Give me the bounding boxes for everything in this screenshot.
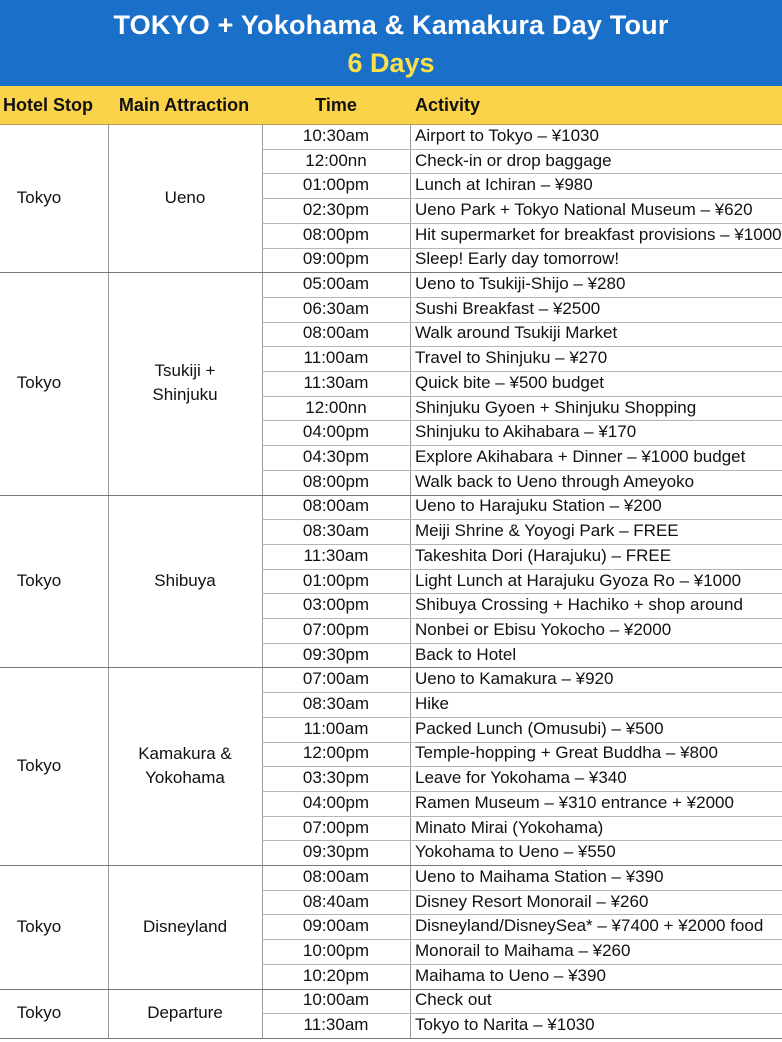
time-cell: 11:00am <box>303 349 369 368</box>
activity-cell: Shinjuku to Akihabara – ¥170 <box>415 423 637 442</box>
time-cell: 07:00pm <box>302 818 370 837</box>
time-cell: 04:00pm <box>302 793 370 812</box>
row-divider <box>262 322 782 323</box>
group-divider <box>0 272 782 273</box>
column-header-activity: Activity <box>415 95 481 115</box>
row-divider <box>262 173 782 174</box>
hotel-stop-cell: Tokyo <box>16 756 62 776</box>
row-divider <box>262 149 782 150</box>
column-header-time: Time <box>315 95 357 115</box>
row-divider <box>262 791 782 792</box>
row-divider <box>262 470 782 471</box>
row-divider <box>262 544 782 545</box>
activity-cell: Walk around Tsukiji Market <box>415 324 618 343</box>
time-cell: 11:30am <box>303 1016 369 1035</box>
activity-cell: Ueno to Maihama Station – ¥390 <box>415 867 664 886</box>
activity-cell: Explore Akihabara + Dinner – ¥1000 budget <box>415 447 746 466</box>
time-cell: 10:30am <box>302 126 370 145</box>
activity-cell: Disney Resort Monorail – ¥260 <box>415 892 649 911</box>
page-title: TOKYO + Yokohama & Kamakura Day Tour <box>113 10 669 40</box>
column-divider <box>108 124 109 1038</box>
main-attraction-cell: Shibuya <box>154 570 216 590</box>
row-divider <box>262 890 782 891</box>
row-divider <box>262 519 782 520</box>
activity-cell: Packed Lunch (Omusubi) – ¥500 <box>415 719 664 738</box>
time-cell: 08:00am <box>302 324 370 343</box>
page-subtitle: 6 Days <box>347 48 435 78</box>
activity-cell: Light Lunch at Harajuku Gyoza Ro – ¥1000 <box>415 571 742 590</box>
row-divider <box>262 248 782 249</box>
activity-cell: Sleep! Early day tomorrow! <box>415 250 620 269</box>
time-cell: 05:00am <box>302 275 370 294</box>
column-header-hotel: Hotel Stop <box>3 95 93 115</box>
time-cell: 08:00am <box>302 497 370 516</box>
time-cell: 10:20pm <box>302 966 370 985</box>
group-divider <box>0 667 782 668</box>
row-divider <box>262 346 782 347</box>
main-attraction-cell: Ueno <box>164 188 206 208</box>
time-cell: 08:00am <box>302 867 370 886</box>
row-divider <box>262 420 782 421</box>
group-divider <box>0 865 782 866</box>
row-divider <box>262 396 782 397</box>
time-cell: 09:30pm <box>302 843 370 862</box>
time-cell: 09:00am <box>302 917 370 936</box>
main-attraction-cell: Tsukiji + Shinjuku <box>152 361 218 405</box>
main-attraction-cell: Disneyland <box>142 916 228 936</box>
time-cell: 01:00pm <box>302 571 370 590</box>
row-divider <box>262 223 782 224</box>
row-divider <box>262 766 782 767</box>
time-cell: 09:00pm <box>302 250 370 269</box>
time-cell: 12:00pm <box>302 744 370 763</box>
activity-cell: Ueno to Harajuku Station – ¥200 <box>415 497 662 516</box>
time-cell: 08:00pm <box>302 225 370 244</box>
time-cell: 07:00am <box>302 670 370 689</box>
row-divider <box>262 198 782 199</box>
activity-cell: Leave for Yokohama – ¥340 <box>415 769 627 788</box>
activity-cell: Hike <box>415 695 450 713</box>
row-divider <box>262 1013 782 1014</box>
activity-cell: Quick bite – ¥500 budget <box>415 373 605 392</box>
time-cell: 10:00am <box>302 991 370 1010</box>
activity-cell: Nonbei or Ebisu Yokocho – ¥2000 <box>415 620 672 639</box>
time-cell: 09:30pm <box>302 645 370 664</box>
time-cell: 11:30am <box>303 373 369 392</box>
activity-cell: Check out <box>415 991 492 1010</box>
row-divider <box>262 964 782 965</box>
column-divider <box>410 124 411 1038</box>
row-divider <box>262 914 782 915</box>
time-cell: 04:00pm <box>302 423 370 442</box>
time-cell: 08:30am <box>302 522 370 541</box>
main-attraction-cell: Departure <box>147 1003 223 1023</box>
activity-cell: Takeshita Dori (Harajuku) – FREE <box>415 546 672 565</box>
time-cell: 08:40am <box>302 892 370 911</box>
row-divider <box>262 643 782 644</box>
row-divider <box>262 297 782 298</box>
time-cell: 03:00pm <box>302 596 370 615</box>
activity-cell: Airport to Tokyo – ¥1030 <box>415 126 599 145</box>
activity-cell: Hit supermarket for breakfast provisions – ¥1000 <box>415 225 782 244</box>
activity-cell: Tokyo to Narita – ¥1030 <box>415 1016 595 1035</box>
group-divider <box>0 495 782 496</box>
time-cell: 08:30am <box>302 695 370 713</box>
hotel-stop-cell: Tokyo <box>16 188 62 208</box>
main-attraction-cell: Kamakura & Yokohama <box>138 744 232 788</box>
time-cell: 03:30pm <box>302 769 370 788</box>
time-cell: 08:00pm <box>302 472 370 491</box>
row-divider <box>262 840 782 841</box>
row-divider <box>262 742 782 743</box>
activity-cell: Maihama to Ueno – ¥390 <box>415 966 606 985</box>
row-divider <box>262 692 782 693</box>
activity-cell: Ramen Museum – ¥310 entrance + ¥2000 <box>415 793 734 812</box>
activity-cell: Walk back to Ueno through Ameyoko <box>415 472 695 491</box>
time-cell: 01:00pm <box>302 176 370 195</box>
activity-cell: Back to Hotel <box>415 645 517 664</box>
hotel-stop-cell: Tokyo <box>16 1003 62 1023</box>
row-divider <box>262 593 782 594</box>
activity-cell: Minato Mirai (Yokohama) <box>415 818 604 837</box>
time-cell: 12:00nn <box>305 151 367 170</box>
time-cell: 11:00am <box>303 719 369 738</box>
activity-cell: Yokohama to Ueno – ¥550 <box>415 843 616 862</box>
activity-cell: Ueno to Tsukiji-Shijo – ¥280 <box>415 275 626 294</box>
activity-cell: Shibuya Crossing + Hachiko + shop around <box>415 596 743 615</box>
hotel-stop-cell: Tokyo <box>16 916 62 936</box>
row-divider <box>262 717 782 718</box>
activity-cell: Meiji Shrine & Yoyogi Park – FREE <box>415 522 679 541</box>
row-divider <box>262 371 782 372</box>
activity-cell: Disneyland/DisneySea* – ¥7400 + ¥2000 food <box>415 917 764 936</box>
activity-cell: Sushi Breakfast – ¥2500 <box>415 299 601 318</box>
time-cell: 04:30pm <box>302 447 370 466</box>
activity-cell: Check-in or drop baggage <box>415 151 612 170</box>
time-cell: 06:30am <box>302 299 370 318</box>
hotel-stop-cell: Tokyo <box>16 570 62 590</box>
time-cell: 10:00pm <box>302 942 370 961</box>
activity-cell: Ueno Park + Tokyo National Museum – ¥620 <box>415 200 753 219</box>
time-cell: 02:30pm <box>302 200 370 219</box>
activity-cell: Lunch at Ichiran – ¥980 <box>415 176 593 195</box>
activity-cell: Ueno to Kamakura – ¥920 <box>415 670 614 689</box>
hotel-stop-cell: Tokyo <box>16 373 62 393</box>
group-divider <box>0 1038 782 1039</box>
row-divider <box>262 445 782 446</box>
row-divider <box>262 816 782 817</box>
row-divider <box>262 618 782 619</box>
row-divider <box>262 939 782 940</box>
column-header-attraction: Main Attraction <box>118 95 250 115</box>
time-cell: 12:00nn <box>305 398 367 417</box>
time-cell: 07:00pm <box>302 620 370 639</box>
activity-cell: Temple-hopping + Great Buddha – ¥800 <box>415 744 718 763</box>
activity-cell: Monorail to Maihama – ¥260 <box>415 942 631 961</box>
activity-cell: Shinjuku Gyoen + Shinjuku Shopping <box>415 398 697 417</box>
time-cell: 11:30am <box>303 546 369 565</box>
activity-cell: Travel to Shinjuku – ¥270 <box>415 349 608 368</box>
group-divider <box>0 989 782 990</box>
row-divider <box>262 569 782 570</box>
